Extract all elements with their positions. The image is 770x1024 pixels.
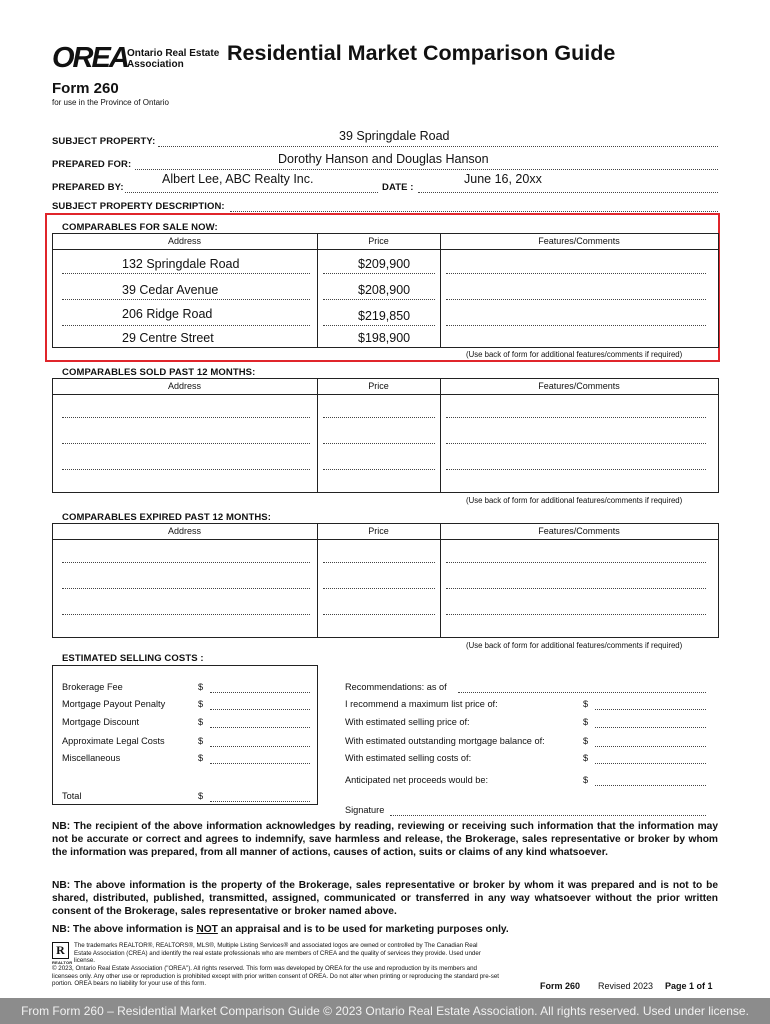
expired-row-3-price-line	[323, 614, 435, 615]
copyright-notice: © 2023, Ontario Real Estate Association ("OREA"). All rights reserved. This form was developed by OREA for the use and reproduction by its members and licensees only. Any other use or reproduction is prohibited except with prior written consent of OREA. Do not alter when printing or reproducing the standard pre-set portion. OREA bears no liability for your use of this form.	[52, 965, 499, 988]
for-sale-row-4-address[interactable]: 29 Centre Street	[122, 331, 214, 345]
recommendations-as-of-field[interactable]	[458, 692, 706, 693]
sold-row-2-address-line	[62, 443, 310, 444]
cost-label-total: Total	[62, 791, 82, 801]
expired-row-2-price-line	[323, 588, 435, 589]
rec-currency-selling-costs: $	[583, 753, 589, 763]
sold-row-1-price-line	[323, 417, 435, 418]
subject-property-field[interactable]: 39 Springdale Road	[339, 129, 450, 143]
rec-label-list-price: I recommend a maximum list price of:	[345, 699, 498, 709]
sold-row-3-price-line	[323, 469, 435, 470]
for-sale-row-1-address[interactable]: 132 Springdale Road	[122, 257, 240, 271]
cost-field-misc[interactable]	[210, 763, 310, 764]
expired-col-price: Price	[368, 526, 389, 536]
for-sale-top-rule	[52, 233, 719, 234]
for-sale-title: COMPARABLES FOR SALE NOW:	[62, 222, 218, 233]
province-note: for use in the Province of Ontario	[52, 98, 169, 107]
sold-divider-1	[317, 378, 318, 492]
trademark-notice: The trademarks REALTOR®, REALTORS®, MLS®, Multiple Listing Services® and associated logos are owned or controlled by The Canadian Real Estate Association (CREA) and identify the real estate professionals who are members of CREA and the quality of services they provide. Used under license.	[74, 942, 481, 965]
cost-currency-misc: $	[198, 753, 204, 763]
expired-row-3-address-line	[62, 614, 310, 615]
expired-left-rule	[52, 523, 53, 637]
prepared-by-label: PREPARED BY:	[52, 182, 124, 193]
expired-bottom-rule	[52, 637, 719, 638]
description-label: SUBJECT PROPERTY DESCRIPTION:	[52, 201, 225, 212]
page-title: Residential Market Comparison Guide	[227, 41, 616, 65]
sold-left-rule	[52, 378, 53, 492]
cost-label-misc: Miscellaneous	[62, 753, 121, 763]
expired-row-2-features-line	[446, 588, 706, 589]
for-sale-right-rule	[718, 233, 719, 347]
expired-header-rule	[52, 539, 719, 540]
for-sale-col-address: Address	[167, 236, 202, 246]
nb-disclaimer-1: NB: The recipient of the above information acknowledges by reading, reviewing or receiving such information that the information may not be accurate or correct and agrees to indemnify, save harmless and release, the Brokerage, sales representative or broker by whom the information was prepared, from all manner of actions, causes of action, suits or claims of any kind whatsoever.	[52, 821, 718, 858]
page-number: Page 1 of 1	[665, 981, 713, 991]
revised-date: Revised 2023	[598, 981, 654, 991]
date-label: DATE :	[382, 182, 414, 193]
expired-row-1-features-line	[446, 562, 706, 563]
rec-field-mortgage-balance[interactable]	[595, 746, 706, 747]
rec-field-net-proceeds[interactable]	[595, 785, 706, 786]
signature-field[interactable]	[390, 815, 706, 816]
expired-divider-2	[440, 523, 441, 637]
prepared-for-field[interactable]: Dorothy Hanson and Douglas Hanson	[278, 152, 489, 166]
prepared-by-line	[125, 192, 378, 193]
realtor-logo-text: REALTOR	[52, 960, 73, 965]
cost-currency-brokerage: $	[198, 682, 204, 692]
cost-label-legal: Approximate Legal Costs	[62, 736, 165, 746]
nb-disclaimer-3: NB: The above information is NOT an appraisal and is to be used for marketing purposes only.	[52, 924, 509, 935]
sold-row-1-features-line	[446, 417, 706, 418]
sold-right-rule	[718, 378, 719, 492]
rec-field-selling-price[interactable]	[595, 727, 706, 728]
expired-col-features: Features/Comments	[538, 526, 620, 536]
for-sale-divider-1	[317, 233, 318, 347]
sold-title: COMPARABLES SOLD PAST 12 MONTHS:	[62, 367, 256, 378]
sold-row-2-features-line	[446, 443, 706, 444]
prepared-by-field[interactable]: Albert Lee, ABC Realty Inc.	[162, 172, 314, 186]
for-sale-row-1-address-line	[62, 273, 310, 274]
cost-label-brokerage: Brokerage Fee	[62, 682, 123, 692]
sold-note: (Use back of form for additional features/comments if required)	[466, 496, 683, 505]
sold-col-address: Address	[167, 381, 202, 391]
association-name: Ontario Real Estate Association	[127, 48, 220, 70]
sold-header-rule	[52, 394, 719, 395]
rec-label-selling-costs: With estimated selling costs of:	[345, 753, 472, 763]
cost-currency-legal: $	[198, 736, 204, 746]
subject-property-line	[158, 146, 718, 147]
for-sale-row-4-price[interactable]: $198,900	[358, 331, 411, 345]
cost-currency-discount: $	[198, 717, 204, 727]
for-sale-row-3-price-line	[323, 325, 435, 326]
orea-logo-text: OREA	[52, 42, 128, 74]
for-sale-row-2-price-line	[323, 299, 435, 300]
cost-field-total[interactable]	[210, 801, 310, 802]
description-line	[230, 211, 718, 212]
cost-field-discount[interactable]	[210, 727, 310, 728]
for-sale-note: (Use back of form for additional features/comments if required)	[466, 350, 683, 359]
for-sale-row-1-price-line	[323, 273, 435, 274]
cost-field-legal[interactable]	[210, 746, 310, 747]
for-sale-row-3-price[interactable]: $219,850	[358, 309, 411, 323]
rec-label-mortgage-balance: With estimated outstanding mortgage balance of:	[345, 736, 545, 746]
for-sale-row-3-address[interactable]: 206 Ridge Road	[122, 307, 213, 321]
sold-top-rule	[52, 378, 719, 379]
cost-currency-payout-penalty: $	[198, 699, 204, 709]
for-sale-left-rule	[52, 233, 53, 347]
rec-currency-selling-price: $	[583, 717, 589, 727]
expired-title: COMPARABLES EXPIRED PAST 12 MONTHS:	[62, 512, 272, 523]
rec-label-selling-price: With estimated selling price of:	[345, 717, 470, 727]
sold-row-2-price-line	[323, 443, 435, 444]
expired-row-1-price-line	[323, 562, 435, 563]
for-sale-row-1-features-line	[446, 273, 706, 274]
sold-col-features: Features/Comments	[538, 381, 620, 391]
realtor-logo-icon: R	[52, 942, 69, 959]
recommendations-as-of-label: Recommendations: as of	[345, 682, 447, 692]
rec-currency-list-price: $	[583, 699, 589, 709]
for-sale-row-2-features-line	[446, 299, 706, 300]
form-number: Form 260	[52, 80, 119, 97]
for-sale-divider-2	[440, 233, 441, 347]
orea-logo	[52, 42, 128, 75]
costs-title: ESTIMATED SELLING COSTS :	[62, 653, 204, 664]
footer-bar: From Form 260 – Residential Market Comparison Guide © 2023 Ontario Real Estate Association. All rights reserved. Used under license.	[0, 998, 770, 1024]
prepared-for-line	[135, 169, 718, 170]
sold-row-3-features-line	[446, 469, 706, 470]
rec-field-selling-costs[interactable]	[595, 763, 706, 764]
for-sale-bottom-rule	[52, 347, 719, 348]
expired-row-3-features-line	[446, 614, 706, 615]
for-sale-header-rule	[52, 249, 719, 250]
expired-note: (Use back of form for additional features/comments if required)	[466, 641, 683, 650]
expired-right-rule	[718, 523, 719, 637]
legal-form-number: Form 260	[540, 981, 581, 991]
cost-currency-total: $	[198, 791, 204, 801]
for-sale-row-2-address-line	[62, 299, 310, 300]
for-sale-row-3-address-line	[62, 325, 310, 326]
realtor-logo	[52, 942, 73, 966]
prepared-for-label: PREPARED FOR:	[52, 159, 132, 170]
for-sale-row-1-price[interactable]: $209,900	[358, 257, 411, 271]
sold-row-3-address-line	[62, 469, 310, 470]
sold-bottom-rule	[52, 492, 719, 493]
cost-label-discount: Mortgage Discount	[62, 717, 140, 727]
sold-divider-2	[440, 378, 441, 492]
subject-property-label: SUBJECT PROPERTY:	[52, 136, 156, 147]
sold-col-price: Price	[368, 381, 389, 391]
cost-field-payout-penalty[interactable]	[210, 709, 310, 710]
for-sale-row-3-features-line	[446, 325, 706, 326]
for-sale-row-2-price[interactable]: $208,900	[358, 283, 411, 297]
expired-row-1-address-line	[62, 562, 310, 563]
expired-col-address: Address	[167, 526, 202, 536]
rec-field-list-price[interactable]	[595, 709, 706, 710]
expired-divider-1	[317, 523, 318, 637]
rec-label-net-proceeds: Anticipated net proceeds would be:	[345, 775, 489, 785]
sold-row-1-address-line	[62, 417, 310, 418]
cost-label-payout-penalty: Mortgage Payout Penalty	[62, 699, 166, 709]
nb-disclaimer-2: NB: The above information is the property of the Brokerage, sales representative or broker by whom it was prepared and is not to be shared, distributed, published, transmitted, assigned, communicated or transferred in any way whatsoever without the prior written consent of the Brokerage, sales representative or broker named above.	[52, 880, 718, 917]
for-sale-row-2-address[interactable]: 39 Cedar Avenue	[122, 283, 219, 297]
rec-currency-net-proceeds: $	[583, 775, 589, 785]
date-field[interactable]: June 16, 20xx	[464, 172, 542, 186]
cost-field-brokerage[interactable]	[210, 692, 310, 693]
expired-row-2-address-line	[62, 588, 310, 589]
signature-label: Signature	[345, 805, 385, 815]
date-line	[418, 192, 718, 193]
expired-top-rule	[52, 523, 719, 524]
rec-currency-mortgage-balance: $	[583, 736, 589, 746]
for-sale-col-price: Price	[368, 236, 389, 246]
for-sale-col-features: Features/Comments	[538, 236, 620, 246]
